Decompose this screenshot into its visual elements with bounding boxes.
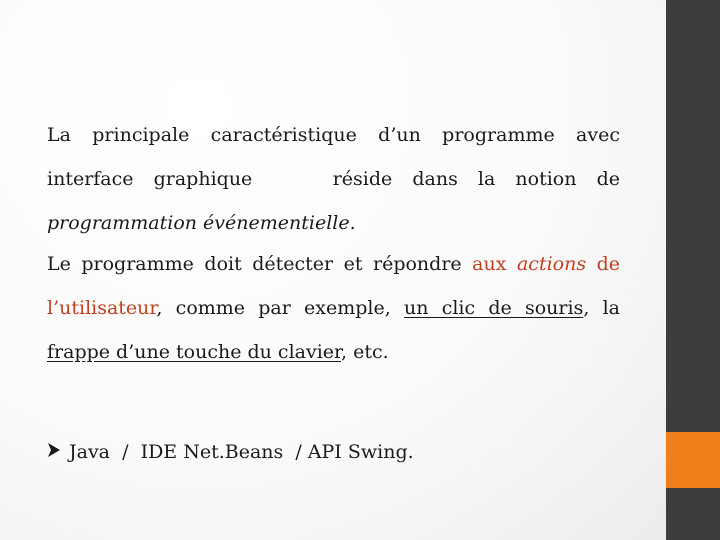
accent-de: de [596,253,621,275]
accent-utilisateur: l’utilisateur [47,297,157,319]
arrow-bullet-icon [47,433,61,473]
detail-start: Le programme doit détecter et répondre [47,253,462,275]
bullet-item [47,432,414,473]
intro-part2: réside dans la notion de [332,168,620,190]
paragraph-detail-line3 [47,330,620,374]
paragraph-detail-line2 [47,286,620,330]
intro-period: . [349,212,356,234]
paragraph-intro-line3 [47,201,620,245]
paragraph-detail [47,242,620,374]
paragraph-intro-line1: La principale caractéristique d’un programme avec [47,124,620,146]
paragraph-intro-line2 [47,157,620,201]
accent-aux: aux [472,253,507,275]
detail-comma: , comme par exemple, [156,297,391,319]
side-bar-accent-block [666,432,720,488]
paragraph-intro [47,113,620,245]
bullet-text: Java / IDE Net.Beans / API Swing. [69,441,414,463]
underlined-clic: un clic de souris [404,297,584,319]
intro-emphasis: programmation événementielle [47,212,350,234]
paragraph-detail-line1 [47,242,620,286]
detail-la: , la [583,297,620,319]
intro-part1: interface graphique [47,168,253,190]
detail-end: , etc. [341,341,389,363]
underlined-frappe: frappe d’une touche du clavier [47,341,342,363]
accent-actions: actions [516,253,587,275]
